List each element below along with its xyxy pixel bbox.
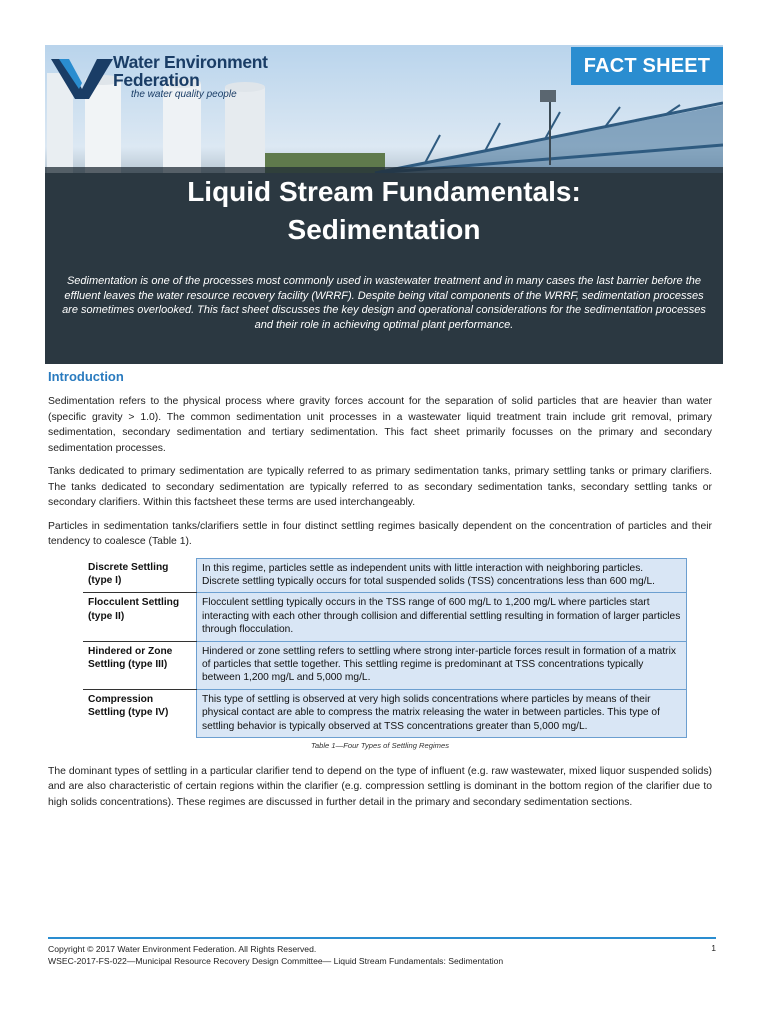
regime-description: Flocculent settling typically occurs in the TSS range of 600 mg/L to 1,200 mg/L where particles start interacting with each other through collision and differential settling resulting in formation of larger particles through flocculation.	[197, 593, 687, 641]
title-line-1: Liquid Stream Fundamentals:	[187, 176, 581, 207]
table-row	[83, 641, 687, 689]
hero-banner	[45, 45, 723, 364]
regime-name: Hindered or Zone Settling (type III)	[83, 641, 197, 689]
page-title	[45, 173, 723, 249]
page-footer	[48, 937, 716, 967]
table-row	[83, 593, 687, 641]
logo-wordmark-line1: Water Environment	[113, 52, 268, 72]
logo-tagline: the water quality people	[131, 89, 237, 100]
regime-description: This type of settling is observed at very high solids concentrations where particles by means of their physical contact are able to compress the matrix releasing the water in between particles. This type of settling behavior is typically observed at TSS concentrations greater than 5,000 mg/L.	[197, 689, 687, 737]
table-row	[83, 689, 687, 737]
fact-sheet-badge: FACT SHEET	[571, 47, 723, 85]
regime-description: In this regime, particles settle as independent units with little interaction with neighboring particles. Discrete settling typically occurs for total suspended solids (TSS) concentrations less than 600 mg/L.	[197, 558, 687, 593]
footer-divider	[48, 937, 716, 939]
footer-document-id: WSEC-2017-FS-022—Municipal Resource Recovery Design Committee— Liquid Stream Fundamentals: Sedimentation	[48, 956, 504, 966]
logo-wordmark-line2: Federation	[113, 70, 200, 90]
wef-logo	[51, 51, 281, 111]
regime-name: Compression Settling (type IV)	[88, 693, 169, 719]
hero-intro-text: Sedimentation is one of the processes most commonly used in wastewater treatment and in many cases the last barrier before the effluent leaves the water resource recovery facility (WRRF). Despite being vital components of the WRRF, sedimentation processes are sometimes overlooked. This fact sheet discusses the key design and operational considerations for the sedimentation processes and their role in achieving optimal plant performance.	[62, 275, 706, 331]
regime-name: Flocculent Settling (type II)	[83, 593, 197, 641]
settling-regimes-table	[83, 558, 687, 738]
wef-logo-mark-icon	[51, 55, 113, 101]
introduction-heading: Introduction	[48, 369, 124, 384]
table-caption: Table 1—Four Types of Settling Regimes	[310, 740, 450, 750]
title-line-2: Sedimentation	[287, 214, 481, 245]
intro-paragraph-1: Sedimentation refers to the physical process where gravity forces account for the separation of solid particles that are heavier than water (specific gravity > 1.0). The common sedimentation unit processes in a wastewater liquid treatment train include grit removal, primary sedimentation, secondary sedimentation and tertiary sedimentation. This fact sheet primarily focusses on the primary and secondary sedimentation processes.	[48, 396, 712, 454]
table-row	[83, 558, 687, 593]
regime-name: Discrete Settling (type I)	[83, 558, 197, 593]
intro-paragraph-2: Tanks dedicated to primary sedimentation are typically referred to as primary sedimentation tanks, primary settling tanks or primary clarifiers. The tanks dedicated to secondary sedimentation are typically referred to as secondary sedimentation tanks, secondary settling tanks or secondary clarifiers. Within this factsheet these terms are used interchangeably.	[48, 466, 712, 508]
closing-paragraph: The dominant types of settling in a particular clarifier tend to depend on the type of influent (e.g. raw wastewater, mixed liquor suspended solids) and are also characteristic of certain regions within the clarifier (e.g. compression settling is dominant in the bottom region of the clarifier due to high solids concentrations). These regimes are discussed in further detail in the primary and secondary sedimentation sections.	[48, 765, 712, 808]
footer-copyright: Copyright © 2017 Water Environment Federation. All Rights Reserved.	[48, 944, 317, 954]
regime-description: Hindered or zone settling refers to settling where strong inter-particle forces result in formation of a matrix of particles that settle together. This settling regime is predominant at TSS concentrations typically between 1,200 mg/L and 5,000 mg/L.	[197, 641, 687, 689]
page-number: 1	[711, 943, 716, 953]
main-content	[48, 368, 712, 818]
intro-paragraph-3: Particles in sedimentation tanks/clarifiers settle in four distinct settling regimes basically dependent on the concentration of particles and their tendency to coalesce (Table 1).	[48, 520, 712, 547]
